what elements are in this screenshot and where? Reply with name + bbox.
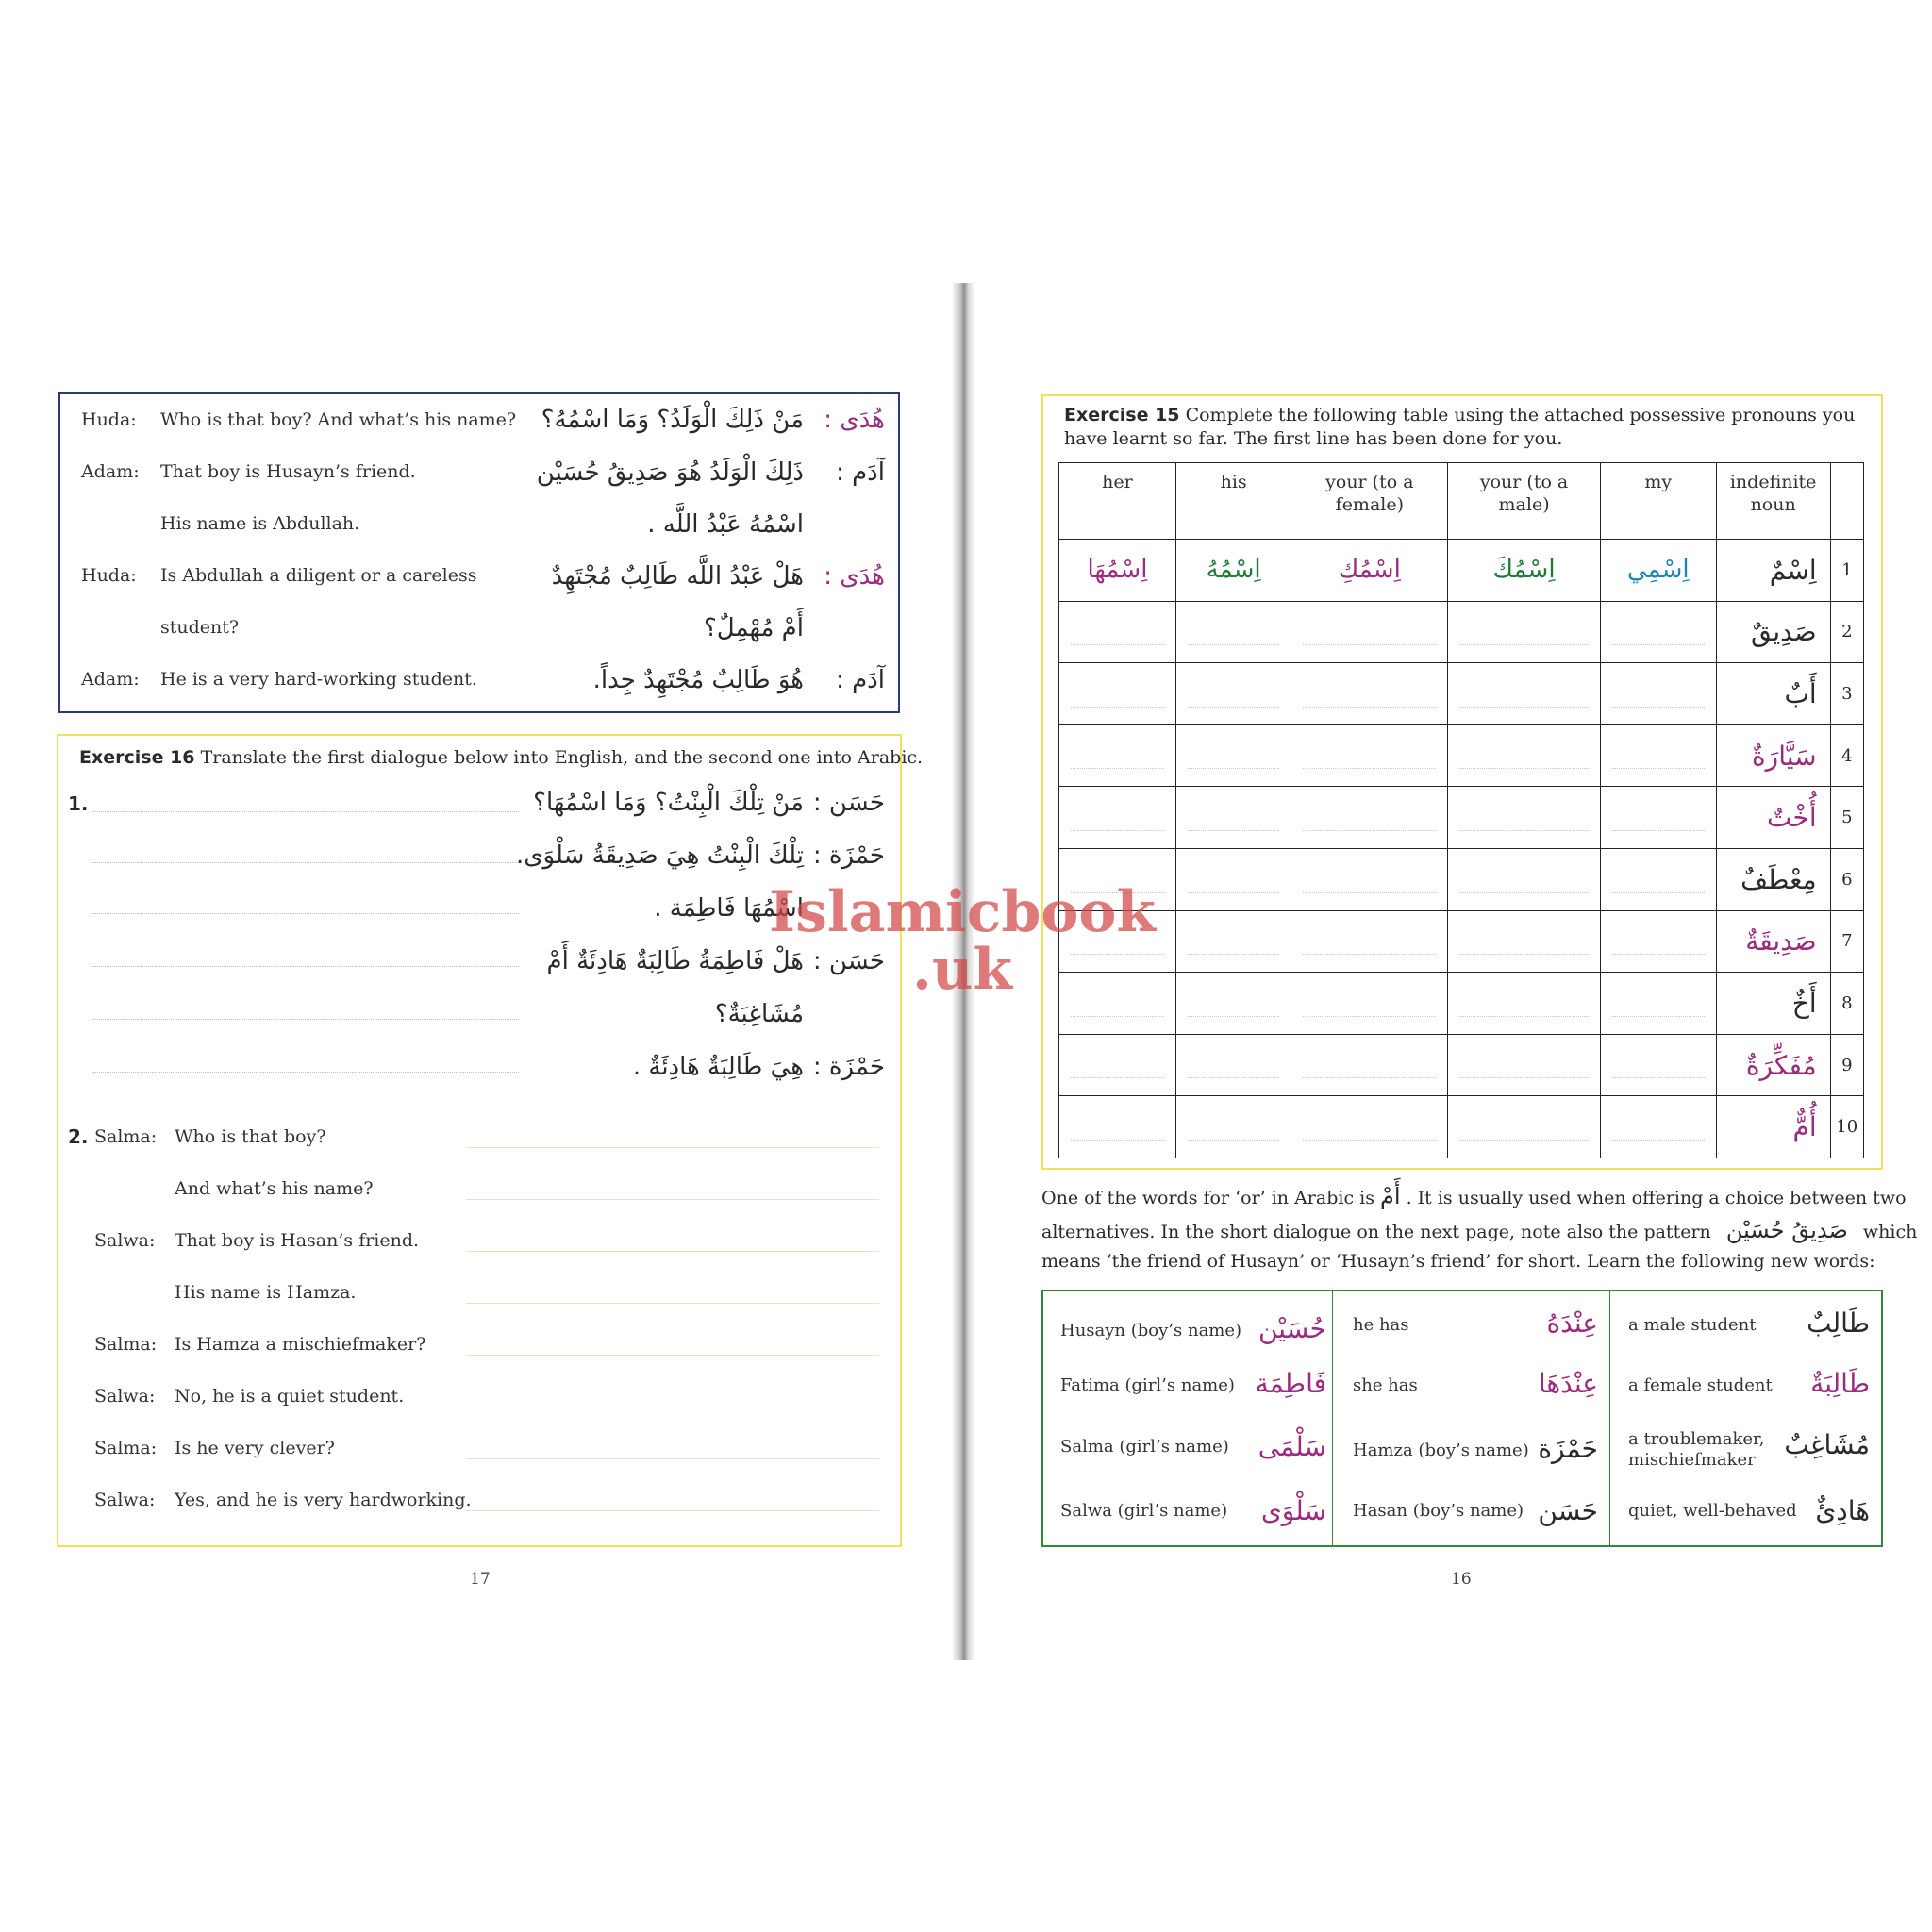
header-your-female: your (to a female) bbox=[1291, 463, 1448, 540]
table-row bbox=[1059, 540, 1864, 602]
vocab-word: حَسَن bbox=[1538, 1495, 1598, 1526]
answer-word: اِسْمِي bbox=[1626, 556, 1690, 585]
answer-cell[interactable] bbox=[1175, 724, 1291, 787]
dialogue-text-ar: ذَلِكَ الْوَلَدُ هُوَ صَدِيقُ حُسَيْن bbox=[536, 458, 804, 487]
dialogue-text-ar: اسْمُهُ عَبْدُ اللَّه . bbox=[647, 510, 804, 539]
row-number: 3 bbox=[1830, 663, 1863, 725]
answer-cell[interactable] bbox=[1059, 1096, 1176, 1158]
table-header-row bbox=[1059, 463, 1864, 540]
answer-cell[interactable] bbox=[1448, 663, 1601, 725]
note-line-3: means ‘the friend of Husayn’ or ‘Husayn’s friend’ for short. Learn the following new words: bbox=[1041, 1251, 1875, 1272]
note-arabic: أَمْ bbox=[1380, 1183, 1401, 1209]
answer-cell[interactable] bbox=[1291, 1096, 1448, 1158]
table-row bbox=[1059, 724, 1864, 787]
answer-line[interactable] bbox=[92, 966, 519, 967]
dialogue-speaker-ar: هُدَى : bbox=[824, 406, 885, 434]
vocab-meaning: Husayn (boy’s name) bbox=[1060, 1321, 1242, 1341]
answer-cell[interactable] bbox=[1175, 663, 1291, 725]
answer-cell bbox=[1059, 540, 1176, 602]
ex16-speaker-ar: حَمْزَة : bbox=[812, 841, 885, 870]
noun-cell: أَخٌ bbox=[1716, 973, 1830, 1035]
vocab-divider bbox=[1609, 1291, 1610, 1545]
noun-cell: أَبٌ bbox=[1716, 663, 1830, 725]
answer-cell[interactable] bbox=[1600, 1034, 1716, 1096]
vocab-meaning: quiet, well-behaved bbox=[1628, 1501, 1797, 1521]
exercise16-title: Exercise 16 bbox=[79, 747, 195, 768]
vocab-meaning: a troublemaker, mischiefmaker bbox=[1628, 1429, 1765, 1470]
dialogue-text-ar: هَلْ عَبْدُ اللَّه طَالِبٌ مُجْتَهِدٌ bbox=[551, 562, 804, 591]
answer-cell[interactable] bbox=[1175, 1096, 1291, 1158]
header-her: her bbox=[1059, 463, 1176, 540]
exercise15-title: Exercise 15 bbox=[1064, 405, 1180, 425]
answer-cell[interactable] bbox=[1175, 973, 1291, 1035]
exercise16-heading bbox=[79, 747, 923, 768]
ex16-text-ar: مَنْ تِلْكَ الْبِنْتُ؟ وَمَا اسْمُهَا؟ bbox=[533, 789, 804, 817]
answer-cell[interactable] bbox=[1448, 848, 1601, 910]
vocab-word: حُسَيْن bbox=[1257, 1313, 1326, 1344]
answer-cell[interactable] bbox=[1600, 601, 1716, 663]
ex16-speaker-en: Salwa: bbox=[94, 1490, 156, 1510]
table-row bbox=[1059, 663, 1864, 725]
possessive-table bbox=[1058, 462, 1864, 1158]
table-row bbox=[1059, 1034, 1864, 1096]
dialogue-speaker-ar: هُدَى : bbox=[824, 562, 885, 591]
row-number: 1 bbox=[1830, 540, 1863, 602]
watermark-line-2: .uk bbox=[911, 937, 1013, 1003]
ex16-text-ar: هِيَ طَالِبَةٌ هَادِئَةٌ . bbox=[632, 1053, 804, 1081]
answer-cell[interactable] bbox=[1448, 973, 1601, 1035]
ex16-speaker-en: Salwa: bbox=[94, 1230, 156, 1251]
exercise15-heading bbox=[1064, 404, 1866, 451]
ex16-text-en: Yes, and he is very hardworking. bbox=[175, 1490, 472, 1510]
header-indefinite-noun: indefinite noun bbox=[1716, 463, 1830, 540]
ex16-text-en: His name is Hamza. bbox=[175, 1282, 357, 1303]
vocab-divider bbox=[1332, 1291, 1333, 1545]
vocab-word: حَمْزَة bbox=[1538, 1433, 1598, 1464]
vocab-meaning: Salma (girl’s name) bbox=[1060, 1437, 1229, 1457]
page-number-right: 16 bbox=[1451, 1570, 1472, 1589]
answer-line[interactable] bbox=[92, 913, 519, 914]
answer-cell[interactable] bbox=[1175, 910, 1291, 973]
note-arabic: صَدِيقُ حُسَيْن bbox=[1725, 1217, 1848, 1243]
dialogue-speaker-en: Adam: bbox=[81, 669, 140, 690]
noun-cell: مِعْطَفٌ bbox=[1716, 848, 1830, 910]
ex16-text-ar: مُشَاغِبَةٌ؟ bbox=[714, 1000, 804, 1028]
dialogue-text-en: Who is that boy? And what’s his name? bbox=[160, 409, 517, 430]
header-his: his bbox=[1175, 463, 1291, 540]
dialogue-text-ar: أَمْ مُهْمِلٌ؟ bbox=[703, 614, 804, 642]
ex16-text-ar: هَلْ فَاطِمَةُ طَالِبَةٌ هَادِئَةٌ أَمْ bbox=[546, 947, 804, 975]
ex16-text-en: And what’s his name? bbox=[175, 1178, 374, 1199]
table-row bbox=[1059, 1096, 1864, 1158]
answer-line[interactable] bbox=[92, 1072, 519, 1073]
answer-line[interactable] bbox=[92, 1019, 519, 1020]
answer-cell[interactable] bbox=[1291, 848, 1448, 910]
ex16-text-en: Who is that boy? bbox=[175, 1126, 326, 1147]
vocab-word: طَالِبٌ bbox=[1807, 1307, 1870, 1339]
vocab-word: عِنْدَهُ bbox=[1546, 1307, 1598, 1339]
answer-cell[interactable] bbox=[1291, 1034, 1448, 1096]
note-text: alternatives. In the short dialogue on the next page, note also the pattern bbox=[1041, 1222, 1711, 1242]
vocab-meaning: Fatima (girl’s name) bbox=[1060, 1375, 1235, 1395]
ex16-speaker-ar: حَمْزَة : bbox=[812, 1053, 885, 1081]
header-number bbox=[1830, 463, 1863, 540]
watermark bbox=[755, 879, 1170, 1003]
answer-cell[interactable] bbox=[1175, 601, 1291, 663]
table-row bbox=[1059, 601, 1864, 663]
noun-cell: صَدِيقَةٌ bbox=[1716, 910, 1830, 973]
ex16-speaker-ar: حَسَن : bbox=[812, 789, 885, 817]
note-line-2 bbox=[1041, 1217, 1917, 1243]
noun-cell: مُفَكِّرَةٌ bbox=[1716, 1034, 1830, 1096]
noun-cell: اِسْمٌ bbox=[1716, 540, 1830, 602]
answer-cell bbox=[1600, 540, 1716, 602]
answer-cell[interactable] bbox=[1059, 724, 1176, 787]
answer-word: اِسْمُهَا bbox=[1087, 556, 1148, 585]
dialogue-text-en: His name is Abdullah. bbox=[160, 513, 360, 534]
watermark-line-1: Islamicbook bbox=[769, 879, 1156, 945]
answer-cell[interactable] bbox=[1059, 601, 1176, 663]
answer-line[interactable] bbox=[466, 1303, 879, 1304]
dialogue-speaker-en: Adam: bbox=[81, 461, 140, 482]
answer-cell[interactable] bbox=[1600, 724, 1716, 787]
answer-cell[interactable] bbox=[1291, 724, 1448, 787]
answer-cell[interactable] bbox=[1600, 973, 1716, 1035]
ex16-text-en: That boy is Hasan’s friend. bbox=[175, 1230, 420, 1251]
row-number: 7 bbox=[1830, 910, 1863, 973]
vocab-meaning: Hasan (boy’s name) bbox=[1353, 1501, 1524, 1521]
ex16-speaker-ar: حَسَن : bbox=[812, 947, 885, 975]
answer-cell[interactable] bbox=[1448, 1096, 1601, 1158]
row-number: 8 bbox=[1830, 973, 1863, 1035]
dialogue-text-en: student? bbox=[160, 617, 240, 638]
answer-cell bbox=[1291, 540, 1448, 602]
row-number: 2 bbox=[1830, 601, 1863, 663]
ex16-text-en: No, he is a quiet student. bbox=[175, 1386, 405, 1407]
answer-cell[interactable] bbox=[1448, 1034, 1601, 1096]
row-number: 9 bbox=[1830, 1034, 1863, 1096]
vocab-meaning: Hamza (boy’s name) bbox=[1353, 1441, 1529, 1460]
answer-cell bbox=[1175, 540, 1291, 602]
answer-cell[interactable] bbox=[1448, 601, 1601, 663]
vocab-word: فَاطِمَة bbox=[1255, 1368, 1326, 1399]
noun-cell: صَدِيقٌ bbox=[1716, 601, 1830, 663]
exercise15-instruction: Complete the following table using the attached possessive pronouns you have learnt so far. The first line has been done for you. bbox=[1064, 405, 1856, 449]
table-row bbox=[1059, 787, 1864, 849]
vocab-meaning: a male student bbox=[1628, 1315, 1757, 1335]
ex16-speaker-en: Salma: bbox=[94, 1126, 158, 1147]
exercise16-part1-label: 1. bbox=[68, 792, 89, 815]
row-number: 10 bbox=[1830, 1096, 1863, 1158]
answer-cell[interactable] bbox=[1600, 787, 1716, 849]
answer-line[interactable] bbox=[466, 1510, 879, 1511]
answer-cell[interactable] bbox=[1448, 910, 1601, 973]
ex16-text-ar: اسْمُهَا فَاطِمَة . bbox=[654, 894, 804, 923]
answer-cell[interactable] bbox=[1059, 1034, 1176, 1096]
vocab-word: عِنْدَهَا bbox=[1538, 1368, 1598, 1399]
vocab-meaning: Salwa (girl’s name) bbox=[1060, 1501, 1228, 1521]
table-row bbox=[1059, 848, 1864, 910]
answer-word: اِسْمُكِ bbox=[1338, 556, 1401, 585]
dialogue-speaker-en: Huda: bbox=[81, 409, 137, 430]
table-row bbox=[1059, 973, 1864, 1035]
dialogue-text-ar: مَنْ ذَلِكَ الْوَلَدُ؟ وَمَا اسْمُهُ؟ bbox=[541, 406, 804, 434]
ex16-speaker-en: Salma: bbox=[94, 1334, 158, 1355]
row-number: 5 bbox=[1830, 787, 1863, 849]
answer-word: اِسْمُكَ bbox=[1492, 556, 1556, 585]
note-text: . It is usually used when offering a choice between two bbox=[1406, 1188, 1907, 1208]
answer-cell[interactable] bbox=[1291, 910, 1448, 973]
vocab-word: طَالِبَةٌ bbox=[1810, 1368, 1870, 1399]
vocab-word: سَلْوَى bbox=[1260, 1495, 1326, 1526]
answer-cell[interactable] bbox=[1600, 910, 1716, 973]
vocab-meaning: he has bbox=[1353, 1315, 1409, 1335]
answer-line[interactable] bbox=[92, 862, 519, 863]
note-text: which bbox=[1862, 1222, 1918, 1242]
answer-cell[interactable] bbox=[1291, 973, 1448, 1035]
header-your-male: your (to a male) bbox=[1448, 463, 1601, 540]
ex16-text-en: Is Hamza a mischiefmaker? bbox=[175, 1334, 426, 1355]
table-row bbox=[1059, 910, 1864, 973]
answer-word: اِسْمُهُ bbox=[1206, 556, 1261, 585]
answer-cell[interactable] bbox=[1448, 787, 1601, 849]
vocab-word: سَلْمَى bbox=[1257, 1431, 1326, 1462]
answer-cell[interactable] bbox=[1059, 663, 1176, 725]
noun-cell: أُخْتٌ bbox=[1716, 787, 1830, 849]
answer-line[interactable] bbox=[466, 1458, 879, 1459]
dialogue-text-ar: هُوَ طَالِبٌ مُجْتَهِدٌ جِداً. bbox=[592, 666, 804, 694]
vocab-meaning: a female student bbox=[1628, 1375, 1773, 1395]
dialogue-text-en: Is Abdullah a diligent or a careless bbox=[160, 565, 477, 586]
answer-cell[interactable] bbox=[1291, 663, 1448, 725]
vocab-word: هَادِئٌ bbox=[1815, 1495, 1870, 1526]
answer-cell[interactable] bbox=[1600, 1096, 1716, 1158]
dialogue-text-en: He is a very hard-working student. bbox=[160, 669, 477, 690]
answer-line[interactable] bbox=[466, 1355, 879, 1356]
exercise16-instruction: Translate the first dialogue below into English, and the second one into Arabic. bbox=[200, 747, 924, 768]
answer-line[interactable] bbox=[466, 1199, 879, 1200]
answer-cell[interactable] bbox=[1291, 787, 1448, 849]
noun-cell: سَيَّارَةٌ bbox=[1716, 724, 1830, 787]
exercise16-part2-label: 2. bbox=[68, 1125, 89, 1148]
answer-cell[interactable] bbox=[1175, 1034, 1291, 1096]
answer-line[interactable] bbox=[92, 811, 519, 812]
vocab-meaning: she has bbox=[1353, 1375, 1418, 1395]
note-line-1 bbox=[1041, 1183, 1907, 1209]
answer-line[interactable] bbox=[466, 1147, 879, 1148]
ex16-text-en: Is he very clever? bbox=[175, 1438, 335, 1458]
answer-line[interactable] bbox=[466, 1251, 879, 1252]
dialogue-box bbox=[58, 392, 900, 713]
dialogue-speaker-en: Huda: bbox=[81, 565, 137, 586]
answer-cell[interactable] bbox=[1175, 848, 1291, 910]
header-my: my bbox=[1600, 463, 1716, 540]
answer-cell[interactable] bbox=[1059, 787, 1176, 849]
answer-cell[interactable] bbox=[1600, 848, 1716, 910]
answer-cell bbox=[1448, 540, 1601, 602]
answer-cell[interactable] bbox=[1175, 787, 1291, 849]
ex16-speaker-en: Salma: bbox=[94, 1438, 158, 1458]
answer-cell[interactable] bbox=[1448, 724, 1601, 787]
noun-cell: أُمٌّ bbox=[1716, 1096, 1830, 1158]
answer-cell[interactable] bbox=[1291, 601, 1448, 663]
row-number: 6 bbox=[1830, 848, 1863, 910]
dialogue-speaker-ar: آدَم : bbox=[836, 458, 885, 487]
ex16-text-ar: تِلْكَ الْبِنْتُ هِيَ صَدِيقَةُ سَلْوَى. bbox=[515, 841, 804, 870]
answer-cell[interactable] bbox=[1600, 663, 1716, 725]
note-text: One of the words for ‘or’ in Arabic is bbox=[1041, 1188, 1374, 1208]
dialogue-speaker-ar: آدَم : bbox=[836, 666, 885, 694]
vocab-word: مُشَاغِبٌ bbox=[1784, 1429, 1870, 1460]
page-number-left: 17 bbox=[470, 1570, 491, 1589]
row-number: 4 bbox=[1830, 724, 1863, 787]
ex16-speaker-en: Salwa: bbox=[94, 1386, 156, 1407]
dialogue-text-en: That boy is Husayn’s friend. bbox=[160, 461, 416, 482]
